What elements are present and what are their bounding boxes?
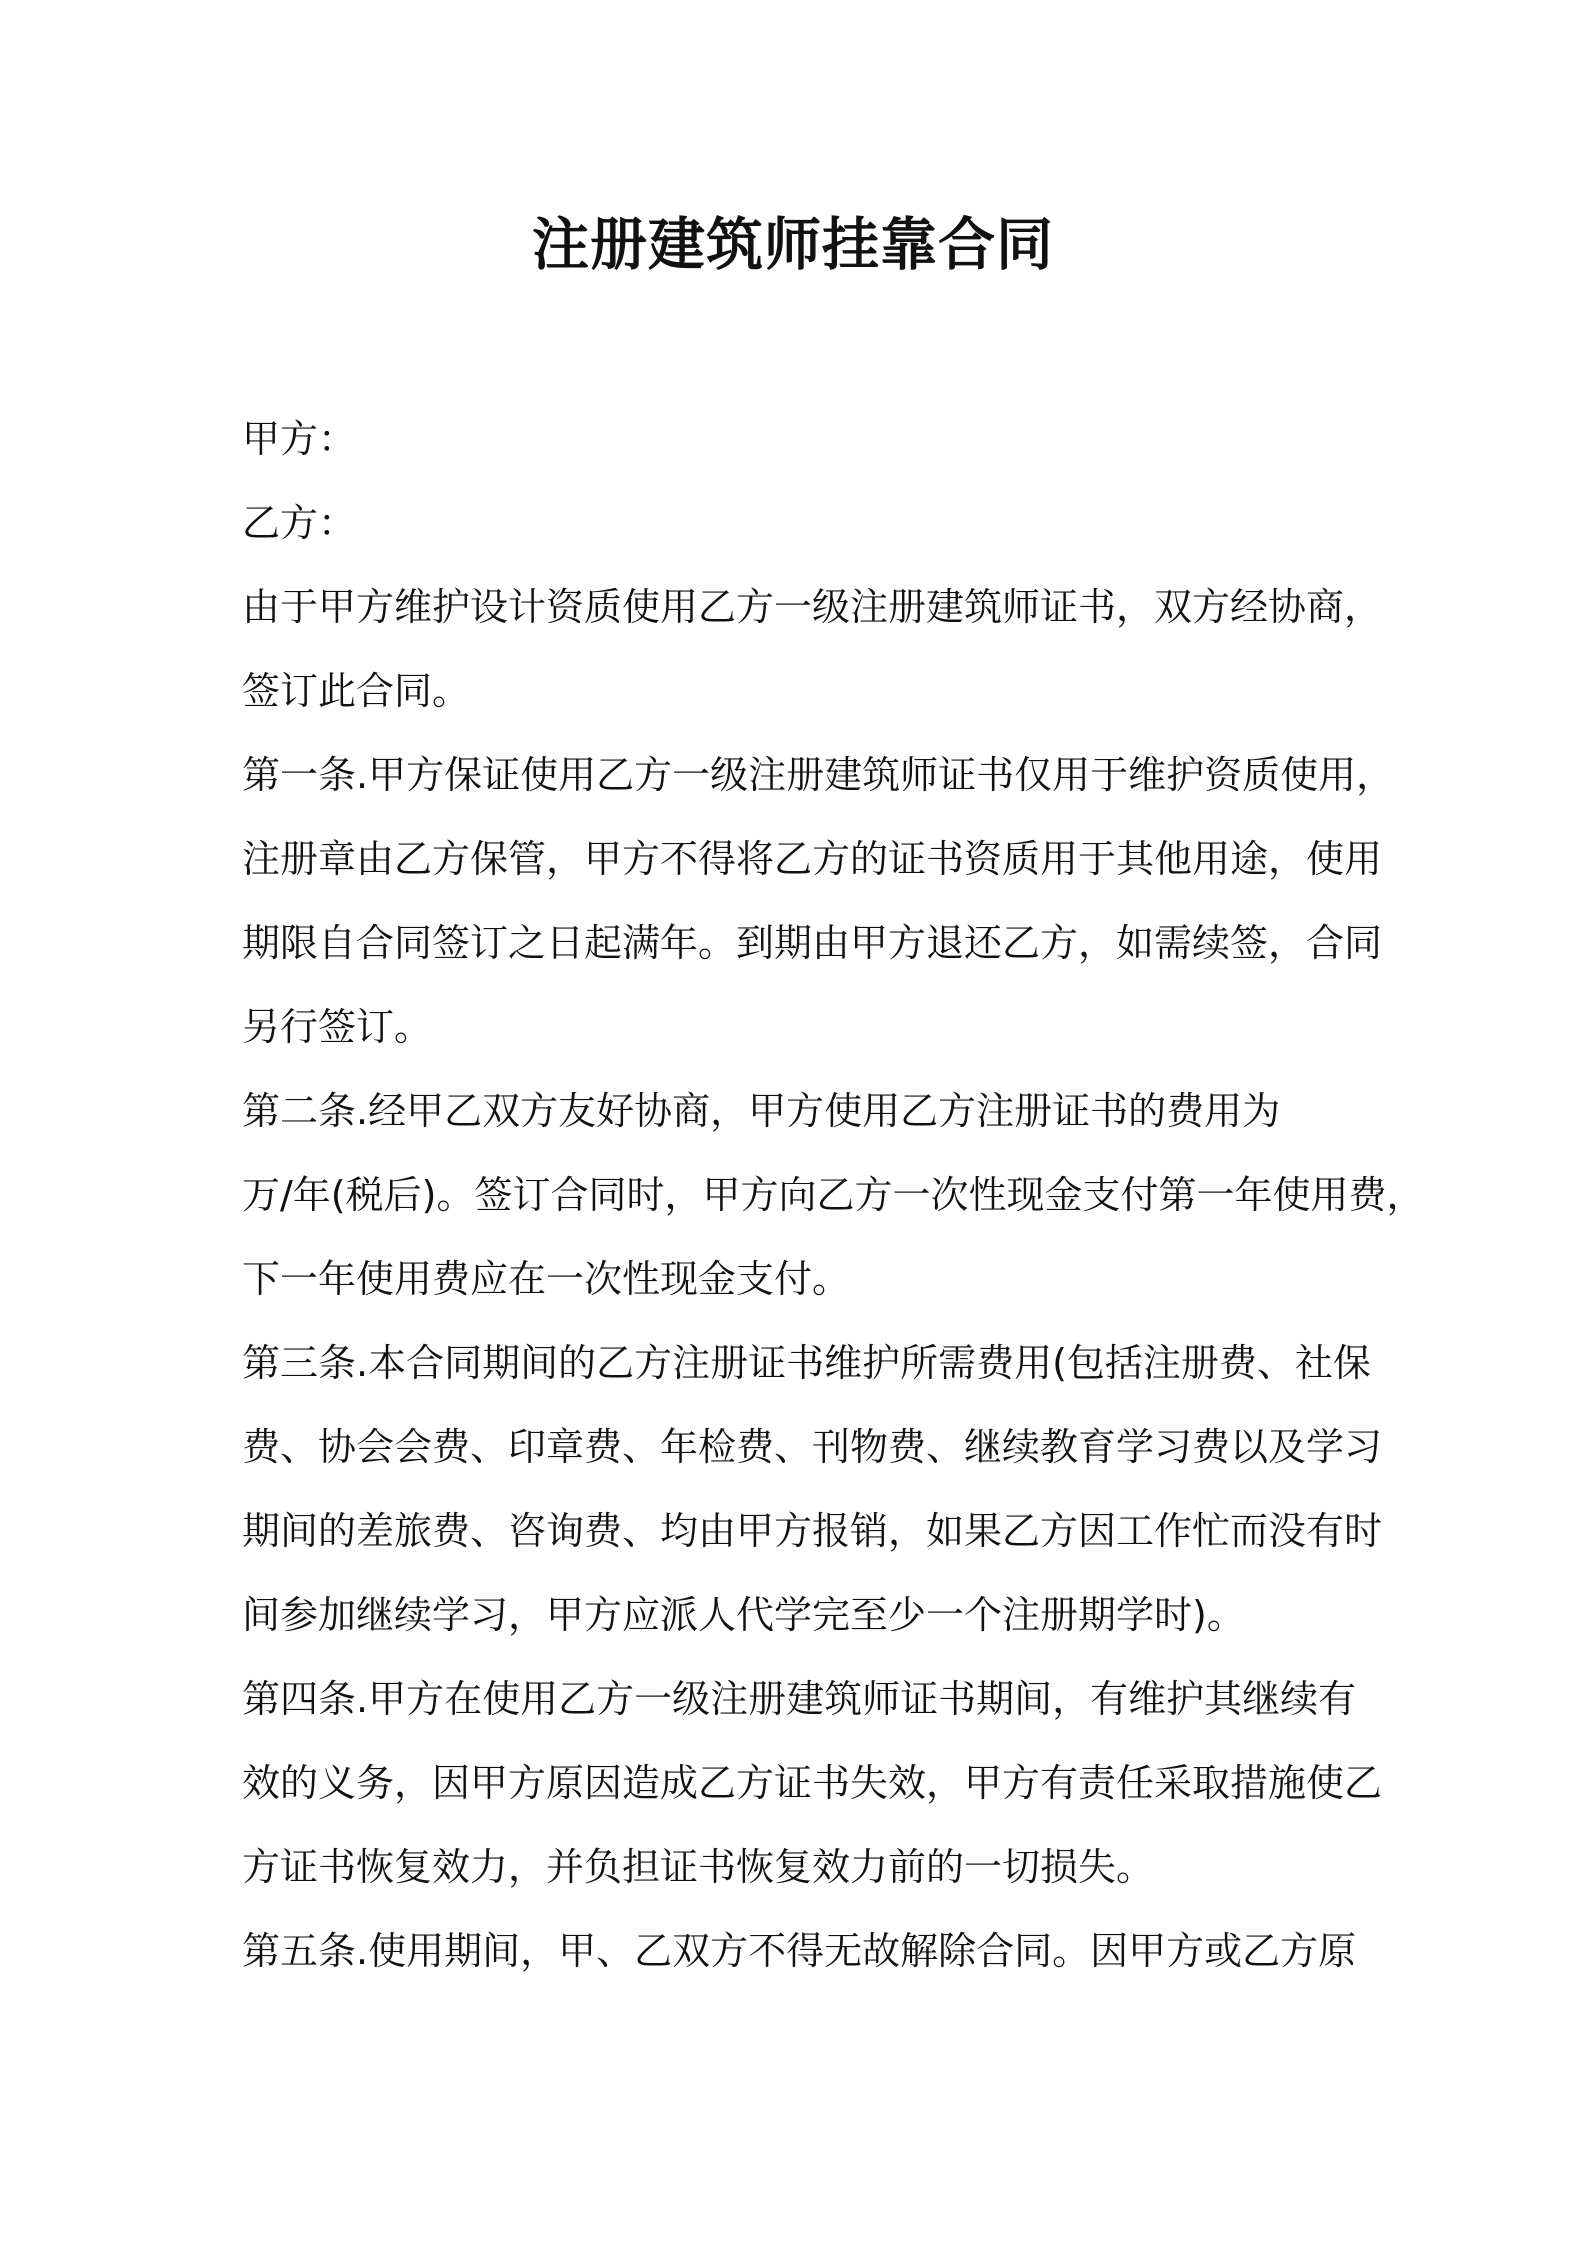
article-4-line: 方证书恢复效力，并负担证书恢复效力前的一切损失。 bbox=[242, 1845, 1155, 1889]
article-3-line: 第三条.本合同期间的乙方注册证书维护所需费用(包括注册费、社保 bbox=[242, 1341, 1371, 1385]
article-1-line: 期限自合同签订之日起满年。到期由甲方退还乙方，如需续签，合同 bbox=[242, 921, 1383, 965]
party-a-line bbox=[242, 397, 1352, 481]
preamble-line: 由于甲方维护设计资质使用乙方一级注册建筑师证书，双方经协商， bbox=[242, 585, 1383, 629]
document-body bbox=[242, 397, 1425, 1993]
article-3-paragraph bbox=[242, 1321, 1383, 1657]
article-1-line: 第一条.甲方保证使用乙方一级注册建筑师证书仅用于维护资质使用， bbox=[242, 753, 1395, 797]
party-b-line bbox=[242, 481, 1352, 565]
article-2-line: 下一年使用费应在一次性现金支付。 bbox=[242, 1257, 851, 1301]
article-1-paragraph bbox=[242, 733, 1395, 1069]
party-b-label: 乙方： bbox=[242, 501, 357, 545]
article-5-line: 第五条.使用期间，甲、乙双方不得无故解除合同。因甲方或乙方原 bbox=[242, 1929, 1357, 1973]
article-2-paragraph bbox=[242, 1069, 1425, 1321]
article-4-line: 第四条.甲方在使用乙方一级注册建筑师证书期间，有维护其继续有 bbox=[242, 1677, 1357, 1721]
article-3-line: 间参加继续学习，甲方应派人代学完至少一个注册期学时)。 bbox=[242, 1593, 1245, 1637]
preamble-line: 签订此合同。 bbox=[242, 669, 471, 713]
article-1-line: 另行签订。 bbox=[242, 1005, 433, 1049]
article-2-line: 万/年(税后)。签订合同时，甲方向乙方一次性现金支付第一年使用费， bbox=[242, 1173, 1425, 1217]
article-4-paragraph bbox=[242, 1657, 1383, 1909]
article-3-line: 费、协会会费、印章费、年检费、刊物费、继续教育学习费以及学习 bbox=[242, 1425, 1383, 1469]
article-1-line: 注册章由乙方保管，甲方不得将乙方的证书资质用于其他用途，使用 bbox=[242, 837, 1383, 881]
party-a-label: 甲方： bbox=[242, 417, 357, 461]
article-4-line: 效的义务，因甲方原因造成乙方证书失效，甲方有责任采取措施使乙 bbox=[242, 1761, 1383, 1805]
article-3-line: 期间的差旅费、咨询费、均由甲方报销，如果乙方因工作忙而没有时 bbox=[242, 1509, 1383, 1553]
document-title: 注册建筑师挂靠合同 bbox=[532, 212, 1054, 278]
article-5-paragraph bbox=[242, 1909, 1357, 1993]
preamble-paragraph bbox=[242, 565, 1383, 733]
article-2-line: 第二条.经甲乙双方友好协商，甲方使用乙方注册证书的费用为 bbox=[242, 1089, 1281, 1133]
